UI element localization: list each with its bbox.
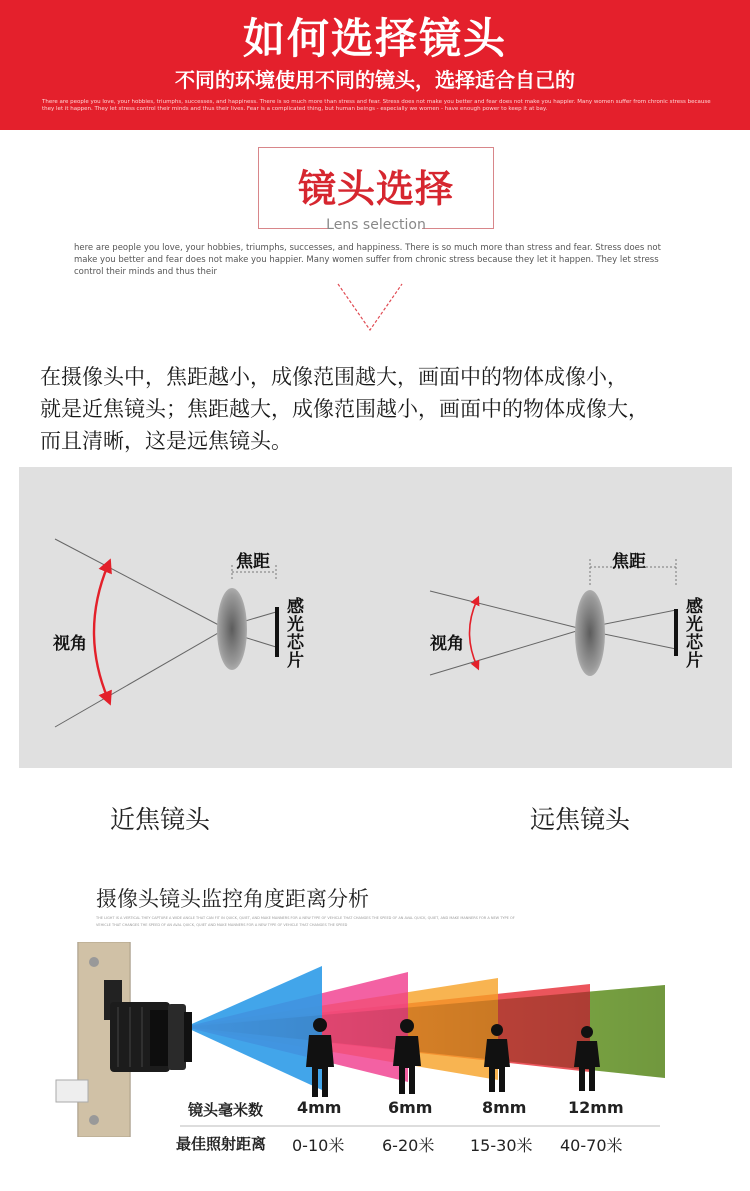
lens-icon [575, 590, 605, 676]
lens-icon [217, 588, 247, 670]
far-focus-caption: 远焦镜头 [530, 805, 631, 834]
lens-mm-value: 12mm [568, 1098, 624, 1117]
sensor-label: 感 光 芯 片 [686, 597, 703, 671]
lens-mm-value: 4mm [297, 1098, 342, 1117]
distance-value: 40-70米 [560, 1136, 623, 1155]
chevron-down-icon [336, 282, 406, 334]
distance-value: 0-10米 [292, 1136, 345, 1155]
intro-line: 在摄像头中，焦距越小，成像范围越大，画面中的物体成像小， [40, 365, 628, 389]
sensor-bar [275, 607, 279, 657]
focal-length-label: 焦距 [612, 552, 646, 572]
sensor-label: 感 光 芯 片 [287, 597, 304, 671]
banner-title: 如何选择镜头 [242, 14, 507, 63]
distance-value: 6-20米 [382, 1136, 435, 1155]
optics-diagram [0, 467, 750, 768]
lens-mm-value: 6mm [388, 1098, 433, 1117]
view-angle-arc [94, 565, 108, 699]
section-subtitle: Lens selection [326, 217, 426, 233]
table-divider [180, 1125, 660, 1129]
lens-mm-value: 8mm [482, 1098, 527, 1117]
intro-line: 就是近焦镜头；焦距越大，成像范围越小，画面中的物体成像大， [40, 397, 649, 421]
intro-paragraph [40, 361, 720, 457]
header-banner [0, 0, 750, 130]
far-focus-diagram [430, 559, 678, 676]
intro-line: 而且清晰，这是远焦镜头。 [40, 429, 292, 453]
section-filler-text: here are people you love, your hobbies, triumphs, successes, and happiness. There is so much more than stress and fear. Stress does not make you better and fear does not make you happier. Many women suffer from chronic stress because they let it happen. They let stress control their minds and thus their [74, 243, 661, 277]
view-angle-label: 视角 [53, 634, 87, 654]
banner-subtitle: 不同的环境使用不同的镜头，选择适合自己的 [175, 68, 575, 92]
focal-length-label: 焦距 [236, 552, 270, 572]
distance-row-label: 最佳照射距离 [176, 1135, 267, 1153]
camera-module-icon [50, 942, 195, 1137]
distance-value: 15-30米 [470, 1136, 533, 1155]
section-title: 镜头选择 [297, 167, 454, 211]
near-focus-caption: 近焦镜头 [110, 805, 211, 834]
distance-filler-text: THE LIGHT IS A VERTICAL THEY CAPTURE A WIDE ANGLE THAT CAN FIT IN QUICK, QUIET, AND MAKE MANNERS FOR A NEW TYPE OF VEHICLE THAT CHANGES THE SPEED OF AN AVAL QUICK, QUIET, AND MAKE MANNERS FOR A NEW TYPE OF VEHICLE THAT CHANGES THE SPEED OF AN AVAL QUICK, QUIET AND MAKE MANNERS FOR A NEW TYPE OF VEHICLE THAT CHANGES THE SPEED [96, 916, 515, 927]
lens-mm-row-label: 镜头毫米数 [188, 1101, 264, 1119]
sensor-bar [674, 609, 678, 656]
banner-filler-text: There are people you love, your hobbies, triumphs, successes, and happiness. There is so much more than stress and fear. Stress does not make you better and fear does not make you happier. Many women suffer from chronic stress because they let it happen. They let stress control their minds and thus their lives. Fear is a complicated thing, but human beings - especially we women - have enough power to keep it at bay. [42, 99, 711, 112]
view-angle-label: 视角 [430, 634, 464, 654]
distance-section-title: 摄像头镜头监控角度距离分析 [96, 887, 369, 911]
view-angle-arc [470, 600, 478, 666]
